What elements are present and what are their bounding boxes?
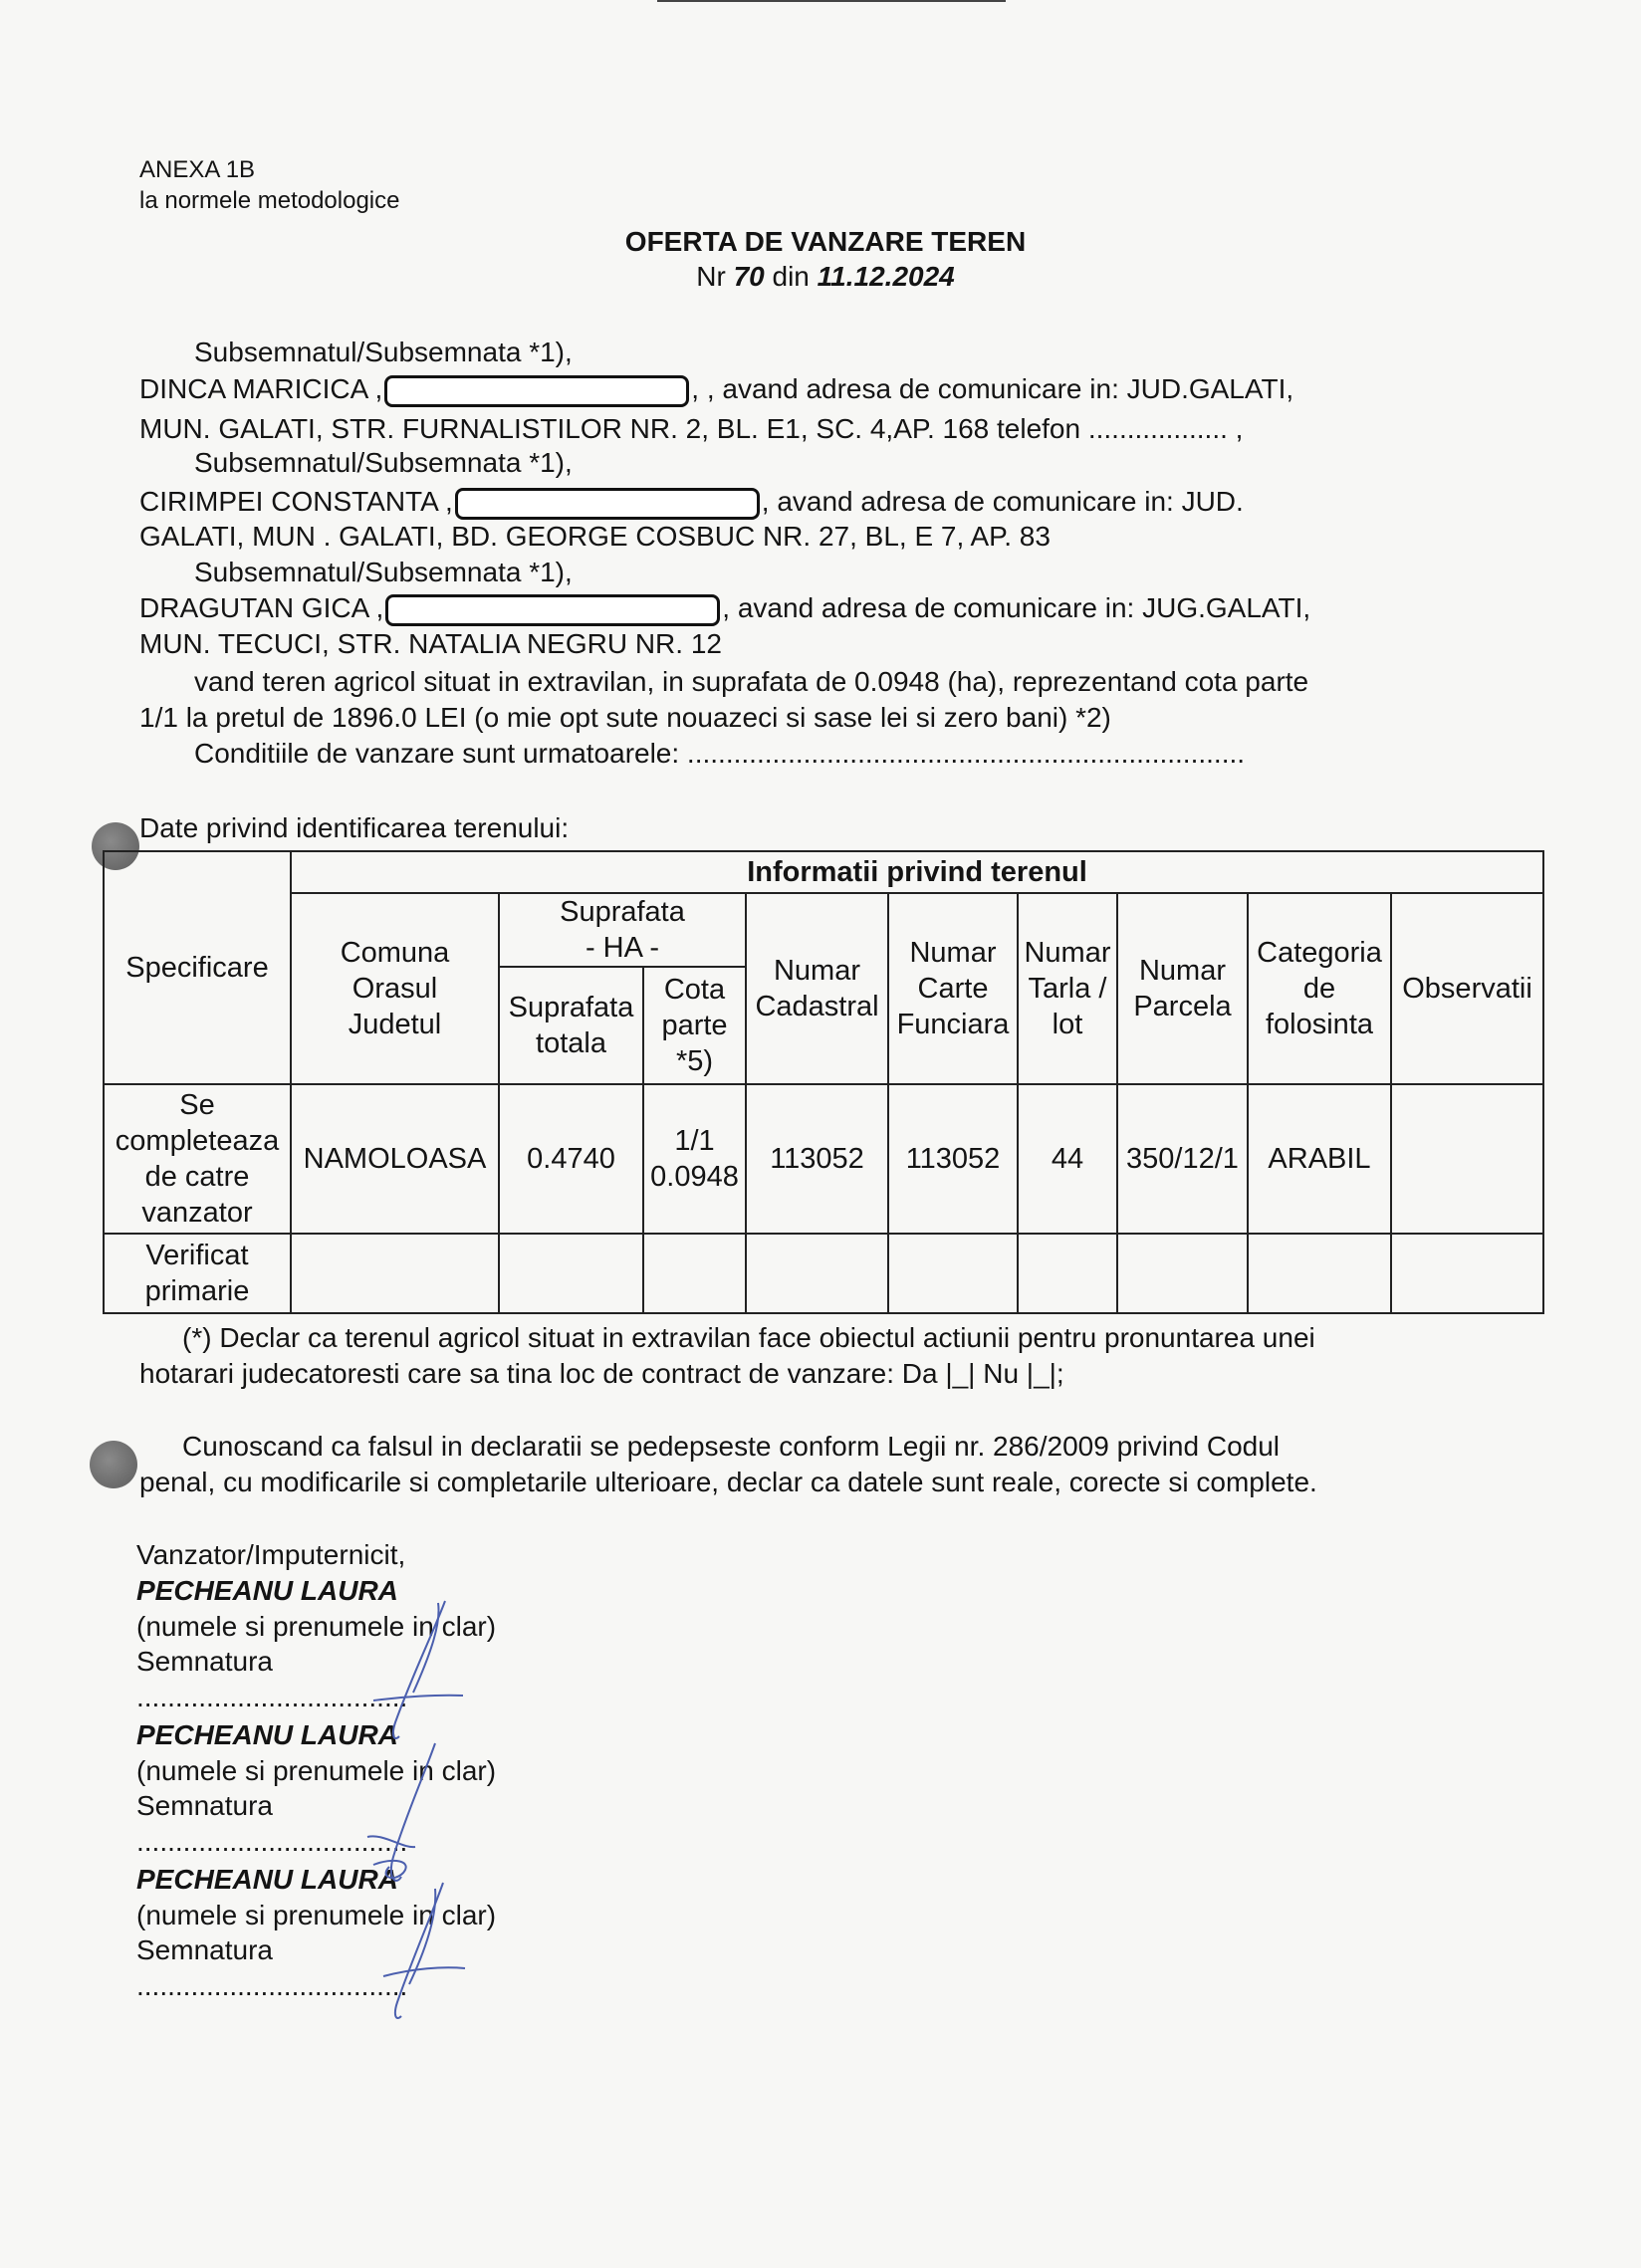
header-specificare: Specificare xyxy=(104,851,291,1084)
empty-cell xyxy=(746,1234,888,1313)
declaration2-line2: penal, cu modificarile si completarile ulterioare, declar ca datele sunt reale, corecte si complete. xyxy=(139,1467,1317,1497)
row-label-vanzator xyxy=(104,1084,291,1234)
empty-cell xyxy=(643,1234,746,1313)
seller1-line1 xyxy=(139,372,1293,407)
header-suprafata xyxy=(499,893,746,967)
header-text: Numar xyxy=(1138,955,1226,987)
header-observatii: Observatii xyxy=(1391,893,1543,1084)
header-group: Informatii privind terenul xyxy=(291,851,1543,893)
redaction-box xyxy=(384,375,689,407)
row-label-text: completeaza xyxy=(115,1125,280,1157)
seller3-name: DRAGUTAN GICA , xyxy=(139,592,384,623)
signatory-name-note: (numele si prenumele in clar) xyxy=(136,1611,497,1642)
table-header-row xyxy=(104,893,1543,967)
signatory-name: PECHEANU LAURA xyxy=(136,1575,398,1606)
header-text: Parcela xyxy=(1133,991,1232,1022)
declaration1-line2: hotarari judecatoresti care sa tina loc de contract de vanzare: Da |_| Nu |_|; xyxy=(139,1358,1064,1389)
cell-observatii xyxy=(1391,1084,1543,1234)
nr-value: 70 xyxy=(733,261,765,292)
document-title: OFERTA DE VANZARE TEREN xyxy=(624,226,1027,257)
offer-conditions: Conditiile de vanzare sunt urmatoarele: ........................................................................ xyxy=(194,738,1246,769)
signatory-role: Vanzator/Imputernicit, xyxy=(136,1539,406,1570)
cell-carte: 113052 xyxy=(888,1084,1018,1234)
header-cadastral xyxy=(746,893,888,1084)
header-text: Numar xyxy=(773,955,860,987)
seller2-intro: Subsemnatul/Subsemnata *1), xyxy=(194,447,573,478)
cell-tarla: 44 xyxy=(1018,1084,1117,1234)
header-text: - HA - xyxy=(585,932,660,964)
document-number xyxy=(0,260,1641,294)
header-text: Carte xyxy=(917,973,989,1005)
header-categoria xyxy=(1248,893,1391,1084)
empty-cell xyxy=(1248,1234,1391,1313)
cell-supr-totala: 0.4740 xyxy=(499,1084,643,1234)
header-text: Suprafata xyxy=(560,896,685,928)
annex-subtitle: la normele metodologice xyxy=(139,187,400,214)
empty-cell xyxy=(291,1234,499,1313)
seller2-line1 xyxy=(139,485,1244,520)
cell-text: 1/1 xyxy=(674,1125,715,1157)
nr-mid: din xyxy=(772,261,810,292)
cell-cota xyxy=(643,1084,746,1234)
header-tarla xyxy=(1018,893,1117,1084)
signature-dots: ................................... xyxy=(136,1682,408,1712)
row-label-text: Se xyxy=(179,1089,215,1121)
punch-hole xyxy=(90,1441,137,1488)
offer-line1: vand teren agricol situat in extravilan, in suprafata de 0.0948 (ha), reprezentand cota parte xyxy=(194,666,1309,697)
declaration1-line1: (*) Declar ca terenul agricol situat in extravilan face obiectul actiunii pentru pronuntarea unei xyxy=(182,1322,1315,1353)
header-text: Numar xyxy=(1024,937,1111,969)
header-text: Cadastral xyxy=(755,991,879,1022)
redaction-box xyxy=(385,594,720,626)
seller2-name: CIRIMPEI CONSTANTA , xyxy=(139,486,453,517)
seller3-address: MUN. TECUCI, STR. NATALIA NEGRU NR. 12 xyxy=(139,628,722,659)
header-text: Tarla / xyxy=(1028,973,1107,1005)
signature-dots: ................................... xyxy=(136,1970,408,2001)
signatory-name-note: (numele si prenumele in clar) xyxy=(136,1755,497,1786)
header-text: Categoria xyxy=(1257,937,1382,969)
annex-label: ANEXA 1B xyxy=(139,156,256,183)
header-cota xyxy=(643,967,746,1084)
header-text: Comuna xyxy=(340,937,450,969)
signature-label: Semnatura xyxy=(136,1790,273,1821)
header-comuna xyxy=(291,893,499,1084)
row-label-text: de catre xyxy=(144,1161,250,1193)
header-text: folosinta xyxy=(1265,1009,1373,1040)
table-header-row xyxy=(104,851,1543,893)
signature-label: Semnatura xyxy=(136,1934,273,1965)
header-text: totala xyxy=(536,1027,606,1059)
signatory-name: PECHEANU LAURA xyxy=(136,1864,398,1895)
empty-cell xyxy=(499,1234,643,1313)
seller1-name: DINCA MARICICA , xyxy=(139,373,383,404)
row-label-text: Verificat xyxy=(145,1240,249,1271)
cell-text: 0.0948 xyxy=(650,1161,739,1193)
seller3-intro: Subsemnatul/Subsemnata *1), xyxy=(194,557,573,587)
header-parcela xyxy=(1117,893,1248,1084)
row-label-text: vanzator xyxy=(141,1197,253,1229)
cell-comuna: NAMOLOASA xyxy=(291,1084,499,1234)
handwritten-signature xyxy=(353,1593,483,1752)
row-label-primarie xyxy=(104,1234,291,1313)
declaration2-line1: Cunoscand ca falsul in declaratii se pedepseste conform Legii nr. 286/2009 privind Codul xyxy=(182,1431,1281,1462)
handwritten-signature xyxy=(344,1737,473,1897)
empty-cell xyxy=(1391,1234,1543,1313)
empty-cell xyxy=(1117,1234,1248,1313)
nr-prefix: Nr xyxy=(696,261,726,292)
seller1-address-intro: , , avand adresa de comunicare in: JUD.GALATI, xyxy=(691,373,1294,404)
seller3-line1 xyxy=(139,591,1310,626)
seller1-address: MUN. GALATI, STR. FURNALISTILOR NR. 2, BL. E1, SC. 4,AP. 168 telefon .................. , xyxy=(139,413,1244,444)
empty-cell xyxy=(888,1234,1018,1313)
table-row xyxy=(104,1234,1543,1313)
seller2-address: GALATI, MUN . GALATI, BD. GEORGE COSBUC NR. 27, BL, E 7, AP. 83 xyxy=(139,521,1051,552)
seller3-address-intro: , avand adresa de comunicare in: JUG.GALATI, xyxy=(722,592,1311,623)
seller1-intro: Subsemnatul/Subsemnata *1), xyxy=(194,337,573,367)
seller2-address-intro: , avand adresa de comunicare in: JUD. xyxy=(761,486,1244,517)
header-text: Numar xyxy=(909,937,997,969)
header-text: de xyxy=(1302,973,1336,1005)
signature-label: Semnatura xyxy=(136,1646,273,1677)
redaction-box xyxy=(455,488,760,520)
section-title: Date privind identificarea terenului: xyxy=(139,812,570,843)
header-supr-totala xyxy=(499,967,643,1084)
header-text: lot xyxy=(1052,1009,1083,1040)
empty-cell xyxy=(1018,1234,1117,1313)
signatory-name-note: (numele si prenumele in clar) xyxy=(136,1900,497,1930)
cell-parcela: 350/12/1 xyxy=(1117,1084,1248,1234)
cell-cadastral: 113052 xyxy=(746,1084,888,1234)
offer-line2: 1/1 la pretul de 1896.0 LEI (o mie opt sute nouazeci si sase lei si zero bani) *2) xyxy=(139,702,1111,733)
handwritten-signature xyxy=(353,1877,483,2026)
cell-categoria: ARABIL xyxy=(1248,1084,1391,1234)
row-label-text: primarie xyxy=(144,1275,250,1307)
signatory-name: PECHEANU LAURA xyxy=(136,1719,398,1750)
header-text: Suprafata xyxy=(508,992,634,1023)
header-text: *5) xyxy=(675,1045,714,1077)
header-text: Cota xyxy=(663,974,726,1006)
nr-date: 11.12.2024 xyxy=(817,261,955,292)
signature-dots: ................................... xyxy=(136,1826,408,1857)
scan-edge-line xyxy=(657,0,1006,2)
header-text: Judetul xyxy=(348,1009,442,1040)
header-carte xyxy=(888,893,1018,1084)
header-text: Funciara xyxy=(896,1009,1010,1040)
header-text: Orasul xyxy=(352,973,438,1005)
table-row xyxy=(104,1084,1543,1234)
land-table xyxy=(103,850,1544,1314)
header-text: parte xyxy=(661,1010,728,1041)
